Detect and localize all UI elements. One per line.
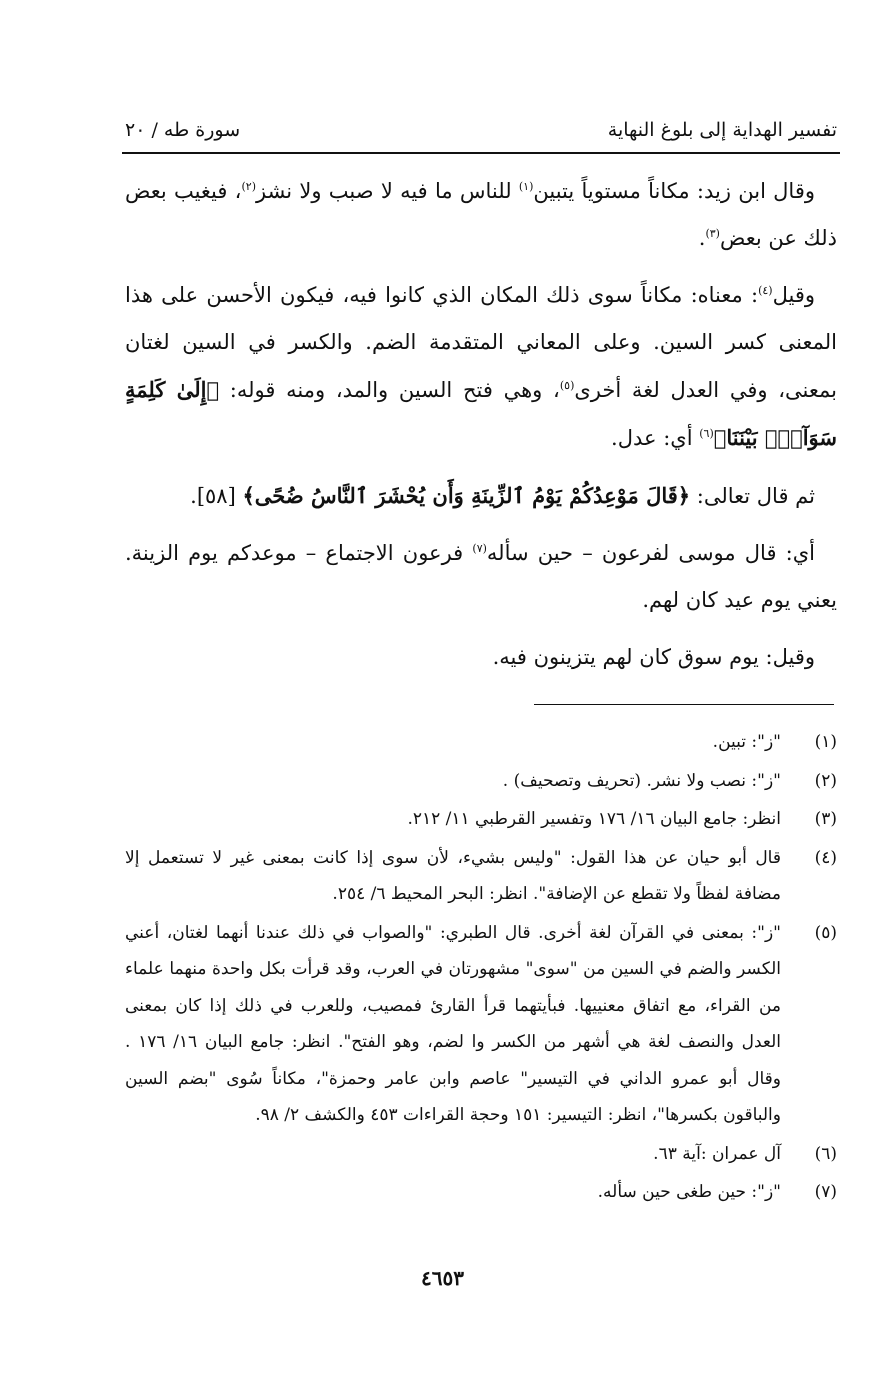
quran-verse: ﴿إِلَىٰ كَلِمَةٍ سَوَآءِۭ بَيْنَنَا﴾ <box>125 377 837 450</box>
footnote-item <box>125 763 837 800</box>
footnote-text: آل عمران :آية ٦٣. <box>653 1143 781 1164</box>
footnote-text: "ز": بمعنى في القرآن لغة أخرى. قال الطبري: "والصواب في ذلك عندنا أنهما لغتان، أعني الكسر والضم في السين من "سوى" مشهورتان في العرب، وقد قرأت بكل واحدة منهما علماء من القراء، مع اتفاق معنييها. فبأيتهما قرأ القارئ فمصيب، وللعرب في ذلك إذا كان بمعنى العدل والنصف لغة هي أشهر من الكسر وا لضم، وهو الفتح". انظر: جامع البيان ١٦/ ١٧٦ . وقال أبو عمرو الداني في التيسير" عاصم وابن عامر وحمزة"، مكاناً سُوى "بضم السين والباقون بكسرها"، انظر: التيسير: ١٥١ وحجة القراءات ٤٥٣ والكشف ٢/ ٩٨. <box>125 922 781 1125</box>
footnote-ref[interactable]: (٣) <box>705 227 720 240</box>
footnote-item <box>125 801 837 838</box>
footnote-text: انظر: جامع البيان ١٦/ ١٧٦ وتفسير القرطبي ١١/ ٢١٢. <box>407 809 781 829</box>
footnote-number: (٥) <box>814 922 837 943</box>
footnote-ref[interactable]: (٤) <box>758 284 773 297</box>
running-header <box>125 108 837 152</box>
footnote-ref[interactable]: (٢) <box>241 180 256 193</box>
header-divider <box>122 152 840 154</box>
footnotes <box>125 724 837 1213</box>
footnote-number: (٤) <box>814 847 837 868</box>
footnote-number: (١) <box>814 732 837 752</box>
surah-reference: سورة طه / ٢٠ <box>125 119 241 141</box>
paragraph-2: وقيل$^{(٤)}$: معناه: مكاناً سوى ذلك المكان الذي كانوا فيه، فيكون الأحسن على هذا المعنى كسر السين. وعلى المعاني المتقدمة الضم. والكسر في السين لغتان بمعنى، وفي العدل لغة أخرى$^{(٥)}$، وهي فتح السين والمد، ومنه قوله: ﴿إِلَىٰ كَلِمَةٍ سَوَآءِۭ بَيْنَنَا﴾$^{(٦)}$ أي: عدل. <box>125 283 837 450</box>
footnote-text: "ز": نصب ولا نشر. (تحريف وتصحيف) . <box>502 770 781 791</box>
footnote-ref[interactable]: (١) <box>518 180 534 193</box>
book-title: تفسير الهداية إلى بلوغ النهاية <box>607 119 837 141</box>
paragraph-4: أي: قال موسى لفرعون – حين سأله$^{(٧)}$ فرعون الاجتماع – موعدكم يوم الزينة. يعني يوم عيد كان لهم. <box>125 541 837 612</box>
footnote-item <box>125 1136 837 1173</box>
paragraph-5: وقيل: يوم سوق كان لهم يتزينون فيه. <box>492 645 815 669</box>
footnote-ref[interactable]: (٧) <box>472 542 487 555</box>
page-number: ٤٦٥٣ <box>421 1266 464 1290</box>
footnote-ref[interactable]: (٥) <box>559 379 575 392</box>
footnote-ref[interactable]: (٦) <box>699 427 714 440</box>
footnote-divider <box>534 704 834 705</box>
paragraph-3: ثم قال تعالى: ﴿قَالَ مَوْعِدُكُمْ يَوْمُ ٱلزِّينَةِ وَأَن يُحْشَرَ ٱلنَّاسُ ضُحًى﴾ [٥٨]. <box>190 483 815 508</box>
footnote-item <box>125 724 837 761</box>
footnote-item <box>125 1174 837 1211</box>
footnote-item <box>125 915 837 1134</box>
footnote-number: (٣) <box>814 809 837 829</box>
quran-verse: ﴿قَالَ مَوْعِدُكُمْ يَوْمُ ٱلزِّينَةِ وَأَن يُحْشَرَ ٱلنَّاسُ ضُحًى﴾ <box>242 483 691 508</box>
footnote-item <box>125 840 837 913</box>
footnote-number: (٢) <box>814 770 837 791</box>
footnote-number: (٧) <box>814 1182 837 1202</box>
footnote-text: قال أبو حيان عن هذا القول: "وليس بشيء، لأن سوى إذا كانت بمعنى غير لا تستعمل إلا مضافة لفظاً ولا تقطع عن الإضافة". انظر: البحر المحيط ٦/ ٢٥٤. <box>125 847 781 904</box>
footnote-text: "ز": حين طغى حين سأله. <box>597 1182 781 1202</box>
footnote-number: (٦) <box>814 1143 837 1164</box>
footnote-text: "ز": تبين. <box>712 732 781 752</box>
paragraph-1: وقال ابن زيد: مكاناً مستوياً يتبين$^{(١)}$ للناس ما فيه لا صبب ولا نشز$^{(٢)}$، فيغيب بعض ذلك عن بعض$^{(٣)}$. <box>125 179 837 250</box>
main-text <box>125 168 837 691</box>
